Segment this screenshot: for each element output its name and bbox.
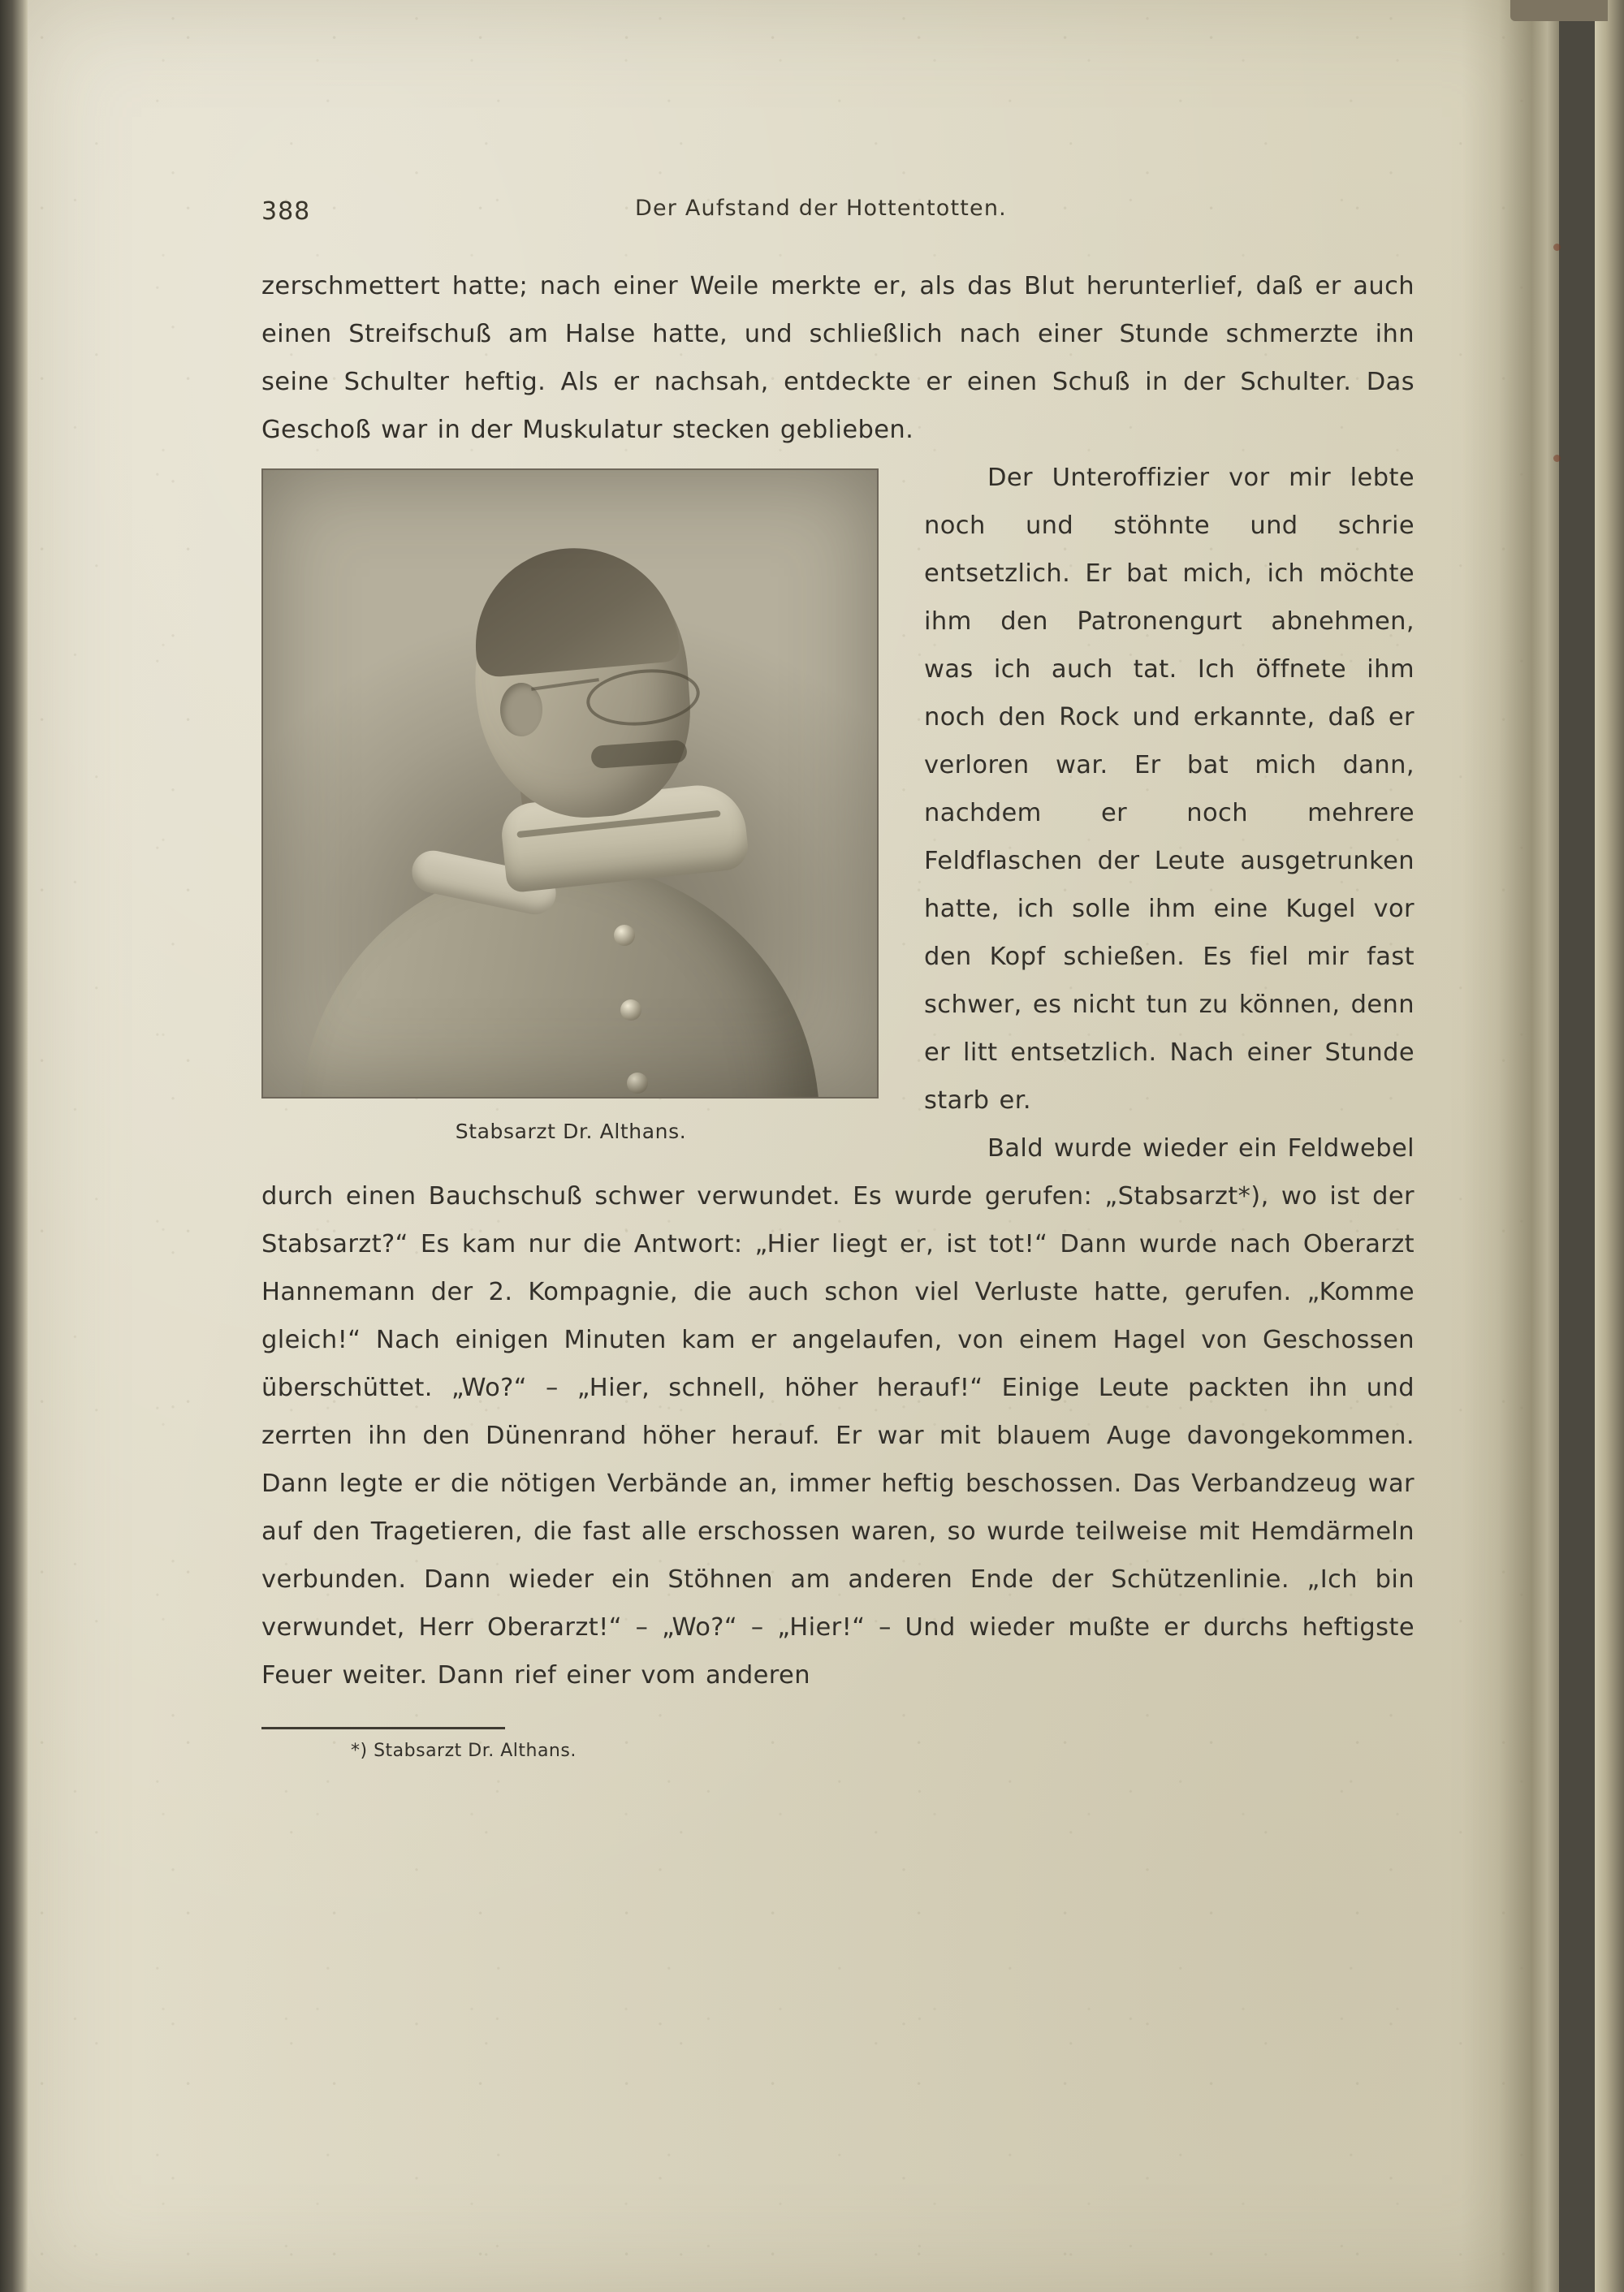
page-sheet — [24, 0, 1559, 2292]
portrait-uniform-button — [627, 1073, 648, 1094]
page-edge-mark — [1553, 244, 1561, 251]
footnote-text: *) Stabsarzt Dr. Althans. — [351, 1741, 577, 1761]
page-number: 388 — [261, 197, 311, 226]
figure-caption: Stabsarzt Dr. Althans. — [455, 1120, 687, 1143]
page-edge-mark — [1553, 455, 1561, 462]
figure-portrait — [261, 468, 880, 1143]
footnote-rule — [261, 1727, 505, 1729]
footnote-area — [261, 1727, 1415, 1761]
photo-background — [263, 470, 877, 1097]
scan-edge-right — [1595, 0, 1624, 2292]
portrait-ear — [500, 683, 542, 736]
portrait-uniform-shoulders — [300, 861, 819, 1099]
portrait-uniform-button — [620, 999, 641, 1021]
portrait-hair — [468, 539, 680, 678]
portrait-photograph — [261, 468, 879, 1099]
running-head-title: Der Aufstand der Hottentotten. — [635, 196, 1007, 221]
paragraph-2: Der Unteroffizier vor mir lebte noch und stöhnte und schrie entsetzlich. Er bat mich, ich möchte ihm den Patronengurt abnehmen, was ich auch tat. Ich öffnete ihm noch den Rock und erkannte, daß er verloren war. Er bat mich dann, nachdem er noch mehrere Feldflaschen der Leute ausgetrunken hatte, ich solle ihm eine Kugel vor den Kopf schießen. Es fiel mir fast schwer, es nicht tun zu können, denn er litt entsetzlich. Nach einer Stunde starb er. — [924, 464, 1415, 1115]
scan-gutter-left — [0, 0, 28, 2292]
paragraph-1: zerschmettert hatte; nach einer Weile merkte er, als das Blut herunterlief, daß er auch einen Streifschuß am Halse hatte, und schließlich nach einer Stunde schmerzte ihn seine Schulter heftig. Als er nachsah, entdeckte er einen Schuß in der Schulter. Das Geschoß war in der Muskulatur stecken geblieben. — [261, 272, 1415, 444]
running-header — [261, 191, 1415, 240]
page-content — [261, 191, 1415, 1761]
scan-corner-tab — [1510, 0, 1608, 21]
paragraph-3: Bald wurde wieder ein Feldwebel durch einen Bauchschuß schwer verwundet. Es wurde gerufen: „Stabsarzt*), wo ist der Stabsarzt?“ Es kam nur die Antwort: „Hier liegt er, ist tot!“ Dann wurde nach Oberarzt Hannemann der 2. Kompagnie, die auch schon viel Verluste hatte, gerufen. „Komme gleich!“ Nach einigen Minuten kam er angelaufen, von einem Hagel von Geschossen überschüttet. „Wo?“ – „Hier, schnell, höher herauf!“ Einige Leute packten ihn und zerrten ihn den Dünenrand höher herauf. Er war mit blauem Auge davongekommen. Dann legte er die nötigen Verbände an, immer heftig beschossen. Das Verbandzeug war auf den Tragetieren, die fast alle erschossen waren, so wurde teilweise mit Hemdärmeln verbunden. Dann wieder ein Stöhnen am anderen Ende der Schützenlinie. „Ich bin verwundet, Herr Oberarzt!“ – „Wo?“ – „Hier!“ – Und wieder mußte er durchs heftigste Feuer weiter. Dann rief einer vom anderen — [261, 1134, 1415, 1690]
page-edge-shadow — [1462, 0, 1559, 2292]
portrait-uniform-button — [614, 925, 635, 946]
